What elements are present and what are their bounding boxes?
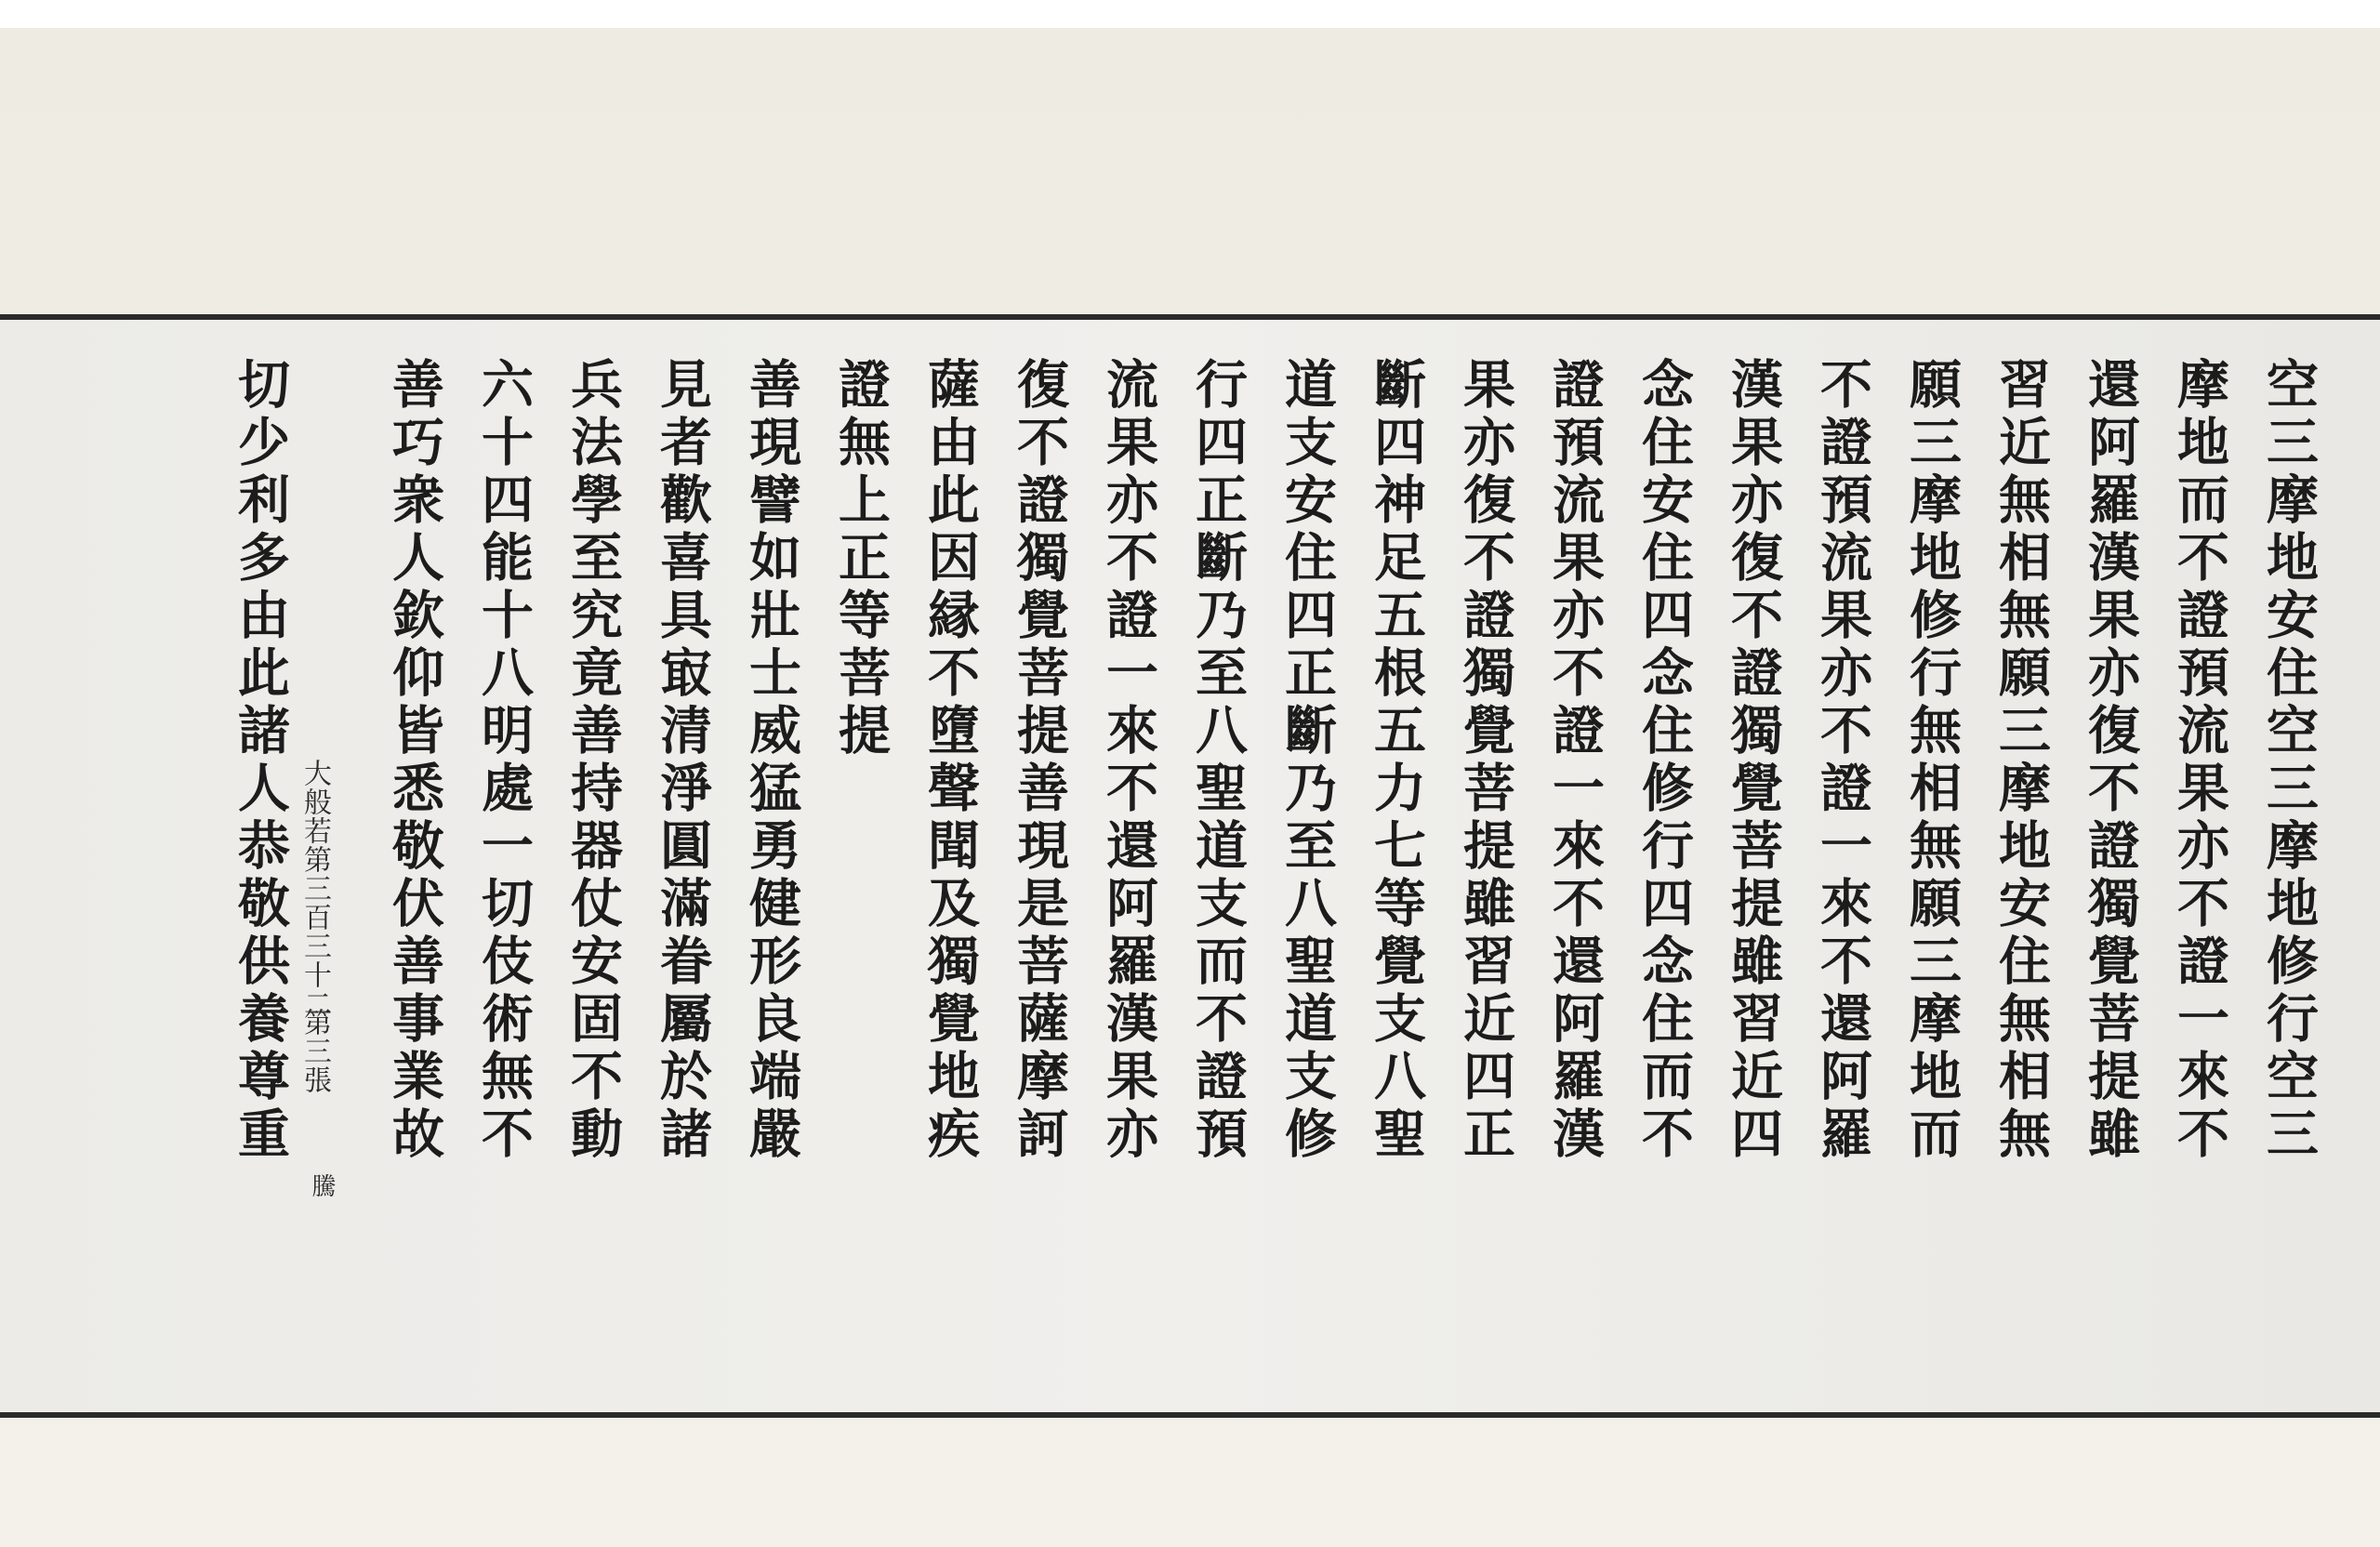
text-column: 證無上正等菩提 (830, 357, 892, 760)
text-column: 摩地而不證預流果亦不證一來不 (2169, 357, 2230, 1164)
paper-sheet (0, 28, 2380, 1547)
print-frame (0, 314, 2380, 1418)
text-column: 斷四神足五根五力七等覺支八聖 (1366, 357, 1427, 1164)
text-column: 六十四能十八明處一切伎術無不 (473, 357, 535, 1164)
text-column: 習近無相無願三摩地安住無相無 (1990, 357, 2052, 1164)
text-column: 行四正斷乃至八聖道支而不證預 (1187, 357, 1249, 1164)
text-column: 證預流果亦不證一來不還阿羅漢 (1544, 357, 1606, 1164)
text-column: 漢果亦復不證獨覺菩提雖習近四 (1723, 357, 1784, 1164)
top-band (0, 0, 2380, 28)
text-column: 空三摩地安住空三摩地修行空三 (2258, 357, 2320, 1164)
marginal-notes (286, 357, 351, 1389)
text-column: 善巧衆人欽仰皆悉敬伏善事業故 (384, 357, 445, 1164)
carver-mark: 騰 (308, 1173, 336, 1198)
text-column: 見者歡喜具㝡清淨圓滿眷屬於諸 (652, 357, 713, 1164)
text-column: 復不證獨覺菩提善現是菩薩摩訶 (1009, 357, 1070, 1164)
text-column: 流果亦不證一來不還阿羅漢果亦 (1098, 357, 1159, 1164)
text-column: 薩由此因縁不墮聲聞及獨覺地疾 (919, 357, 981, 1164)
text-column: 兵法學至究竟善持器仗安固不動 (562, 357, 624, 1164)
text-column: 願三摩地修行無相無願三摩地而 (1901, 357, 1963, 1164)
text-column: 不證預流果亦不證一來不還阿羅 (1812, 357, 1873, 1164)
text-columns (197, 357, 2320, 1389)
text-column: 念住安住四念住修行四念住而不 (1633, 357, 1695, 1164)
text-column: 道支安住四正斷乃至八聖道支修 (1276, 357, 1338, 1164)
text-column: 善現譬如壯士威猛勇健形良端嚴 (741, 357, 802, 1164)
text-column: 果亦復不證獨覺菩提雖習近四正 (1455, 357, 1516, 1164)
text-column: 切少利多由此諸人恭敬供養尊重 (230, 357, 291, 1164)
sheet-label: 第三張 (298, 1008, 331, 1094)
text-column: 還阿羅漢果亦復不證獨覺菩提雖 (2080, 357, 2141, 1164)
volume-label: 大般若第三百三十二 (298, 759, 331, 1018)
